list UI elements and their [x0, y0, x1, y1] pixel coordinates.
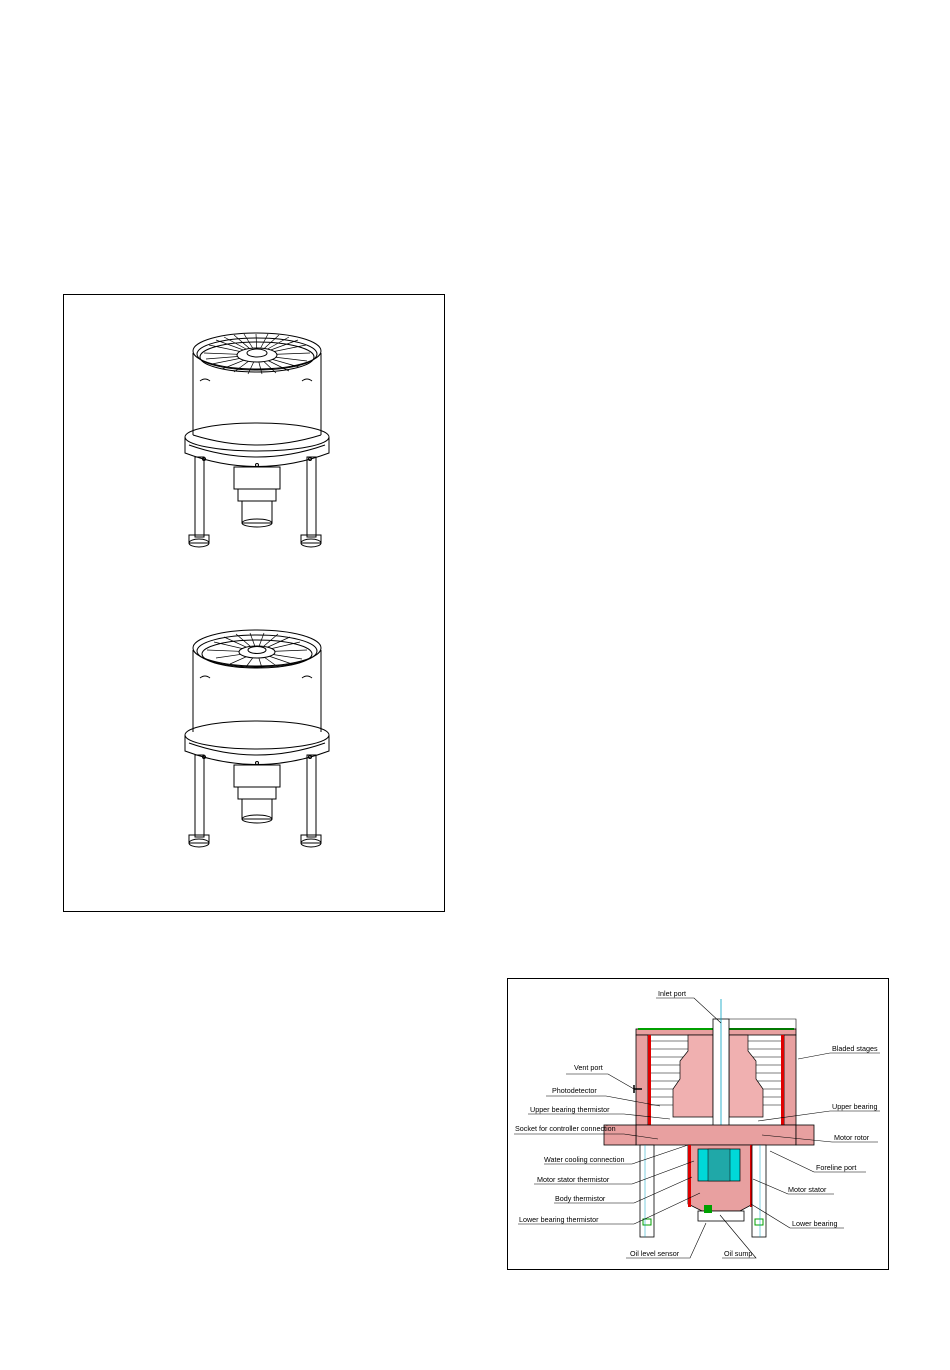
- pump-body-section: [604, 999, 814, 1237]
- label-motor-stator-thermistor: Motor stator thermistor: [537, 1175, 610, 1184]
- cross-section-figure: [507, 978, 889, 1270]
- pump-view-lower: [185, 630, 329, 847]
- label-lower-bearing-thermistor: Lower bearing thermistor: [519, 1215, 599, 1224]
- cross-section-drawing: [508, 979, 890, 1271]
- label-upper-bearing: Upper bearing: [832, 1102, 878, 1111]
- label-socket-controller-connection: Socket for controller connection: [515, 1124, 616, 1133]
- pump-views-figure: [63, 294, 445, 912]
- label-photodetector: Photodetector: [552, 1086, 597, 1095]
- label-lower-bearing: Lower bearing: [792, 1219, 838, 1228]
- label-inlet-port: Inlet port: [658, 989, 686, 998]
- label-oil-sump: Oil sump: [724, 1249, 753, 1258]
- label-vent-port: Vent port: [574, 1063, 603, 1072]
- pump-view-upper: [185, 333, 329, 547]
- label-upper-bearing-thermistor: Upper bearing thermistor: [530, 1105, 610, 1114]
- label-bladed-stages: Bladed stages: [832, 1044, 878, 1053]
- label-motor-rotor: Motor rotor: [834, 1133, 870, 1142]
- label-water-cooling-connection: Water cooling connection: [544, 1155, 625, 1164]
- label-motor-stator: Motor stator: [788, 1185, 827, 1194]
- label-oil-level-sensor: Oil level sensor: [630, 1249, 680, 1258]
- label-foreline-port: Foreline port: [816, 1163, 857, 1172]
- label-body-thermistor: Body thermistor: [555, 1194, 606, 1203]
- pump-views-drawing: [64, 295, 446, 913]
